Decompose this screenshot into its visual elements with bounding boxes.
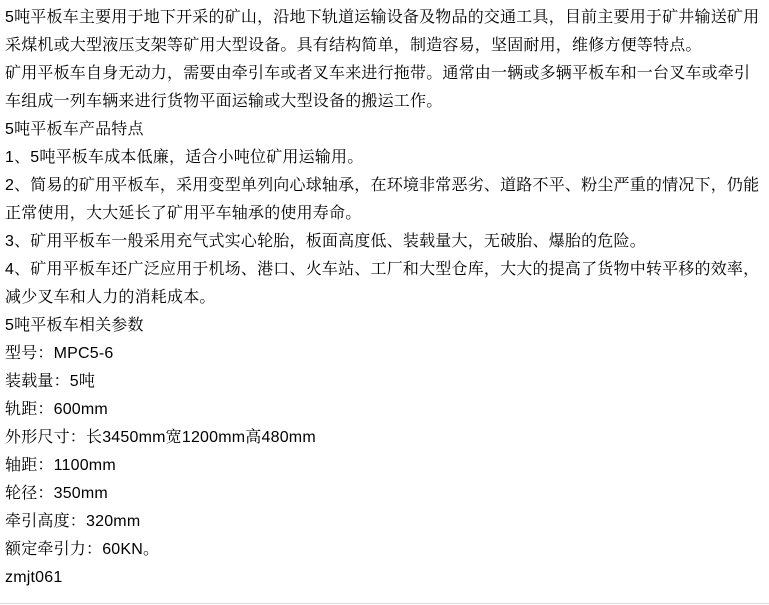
feature-item: 1、5吨平板车成本低廉，适合小吨位矿用运输用。: [5, 149, 364, 166]
param-wheel-diameter: 轮径：350mm: [5, 485, 108, 502]
param-dimensions: 外形尺寸：长3450mm宽1200mm高480mm: [5, 429, 316, 446]
param-load-capacity: 装载量：5吨: [5, 373, 96, 390]
intro-line: 采煤机或大型液压支架等矿用大型设备。具有结构简单，制造容易，坚固耐用，维修方便等特点。: [5, 37, 702, 54]
intro-line: 5吨平板车主要用于地下开采的矿山，沿地下轨道运输设备及物品的交通工具，目前主要用于矿井输送矿用: [5, 9, 760, 26]
features-title: 5吨平板车产品特点: [5, 121, 144, 138]
towing-line: 车组成一列车辆来进行货物平面运输或大型设备的搬运工作。: [5, 93, 443, 110]
feature-item: 3、矿用平板车一般采用充气式实心轮胎，板面高度低、装载量大，无破胎、爆胎的危险。: [5, 233, 646, 250]
towing-line: 矿用平板车自身无动力，需要由牵引车或者叉车来进行拖带。通常由一辆或多辆平板车和一台叉车或牵引: [5, 65, 751, 82]
feature-item: 减少叉车和人力的消耗成本。: [5, 289, 216, 306]
feature-item: 4、矿用平板车还广泛应用于机场、港口、火车站、工厂和大型仓库，大大的提高了货物中转平移的效率，: [5, 261, 760, 278]
params-title: 5吨平板车相关参数: [5, 317, 144, 334]
feature-item: 2、简易的矿用平板车，采用变型单列向心球轴承，在环境非常恶劣、道路不平、粉尘严重的情况下，仍能: [5, 177, 760, 194]
param-model: 型号：MPC5-6: [5, 345, 114, 362]
footer-code: zmjt061: [5, 569, 63, 586]
param-track-gauge: 轨距：600mm: [5, 401, 108, 418]
feature-item: 正常使用，大大延长了矿用平车轴承的使用寿命。: [5, 205, 362, 222]
param-wheelbase: 轴距：1100mm: [5, 457, 116, 474]
bottom-divider: [0, 603, 769, 604]
param-rated-traction: 额定牵引力：60KN。: [5, 541, 160, 558]
param-traction-height: 牵引高度：320mm: [5, 513, 141, 530]
